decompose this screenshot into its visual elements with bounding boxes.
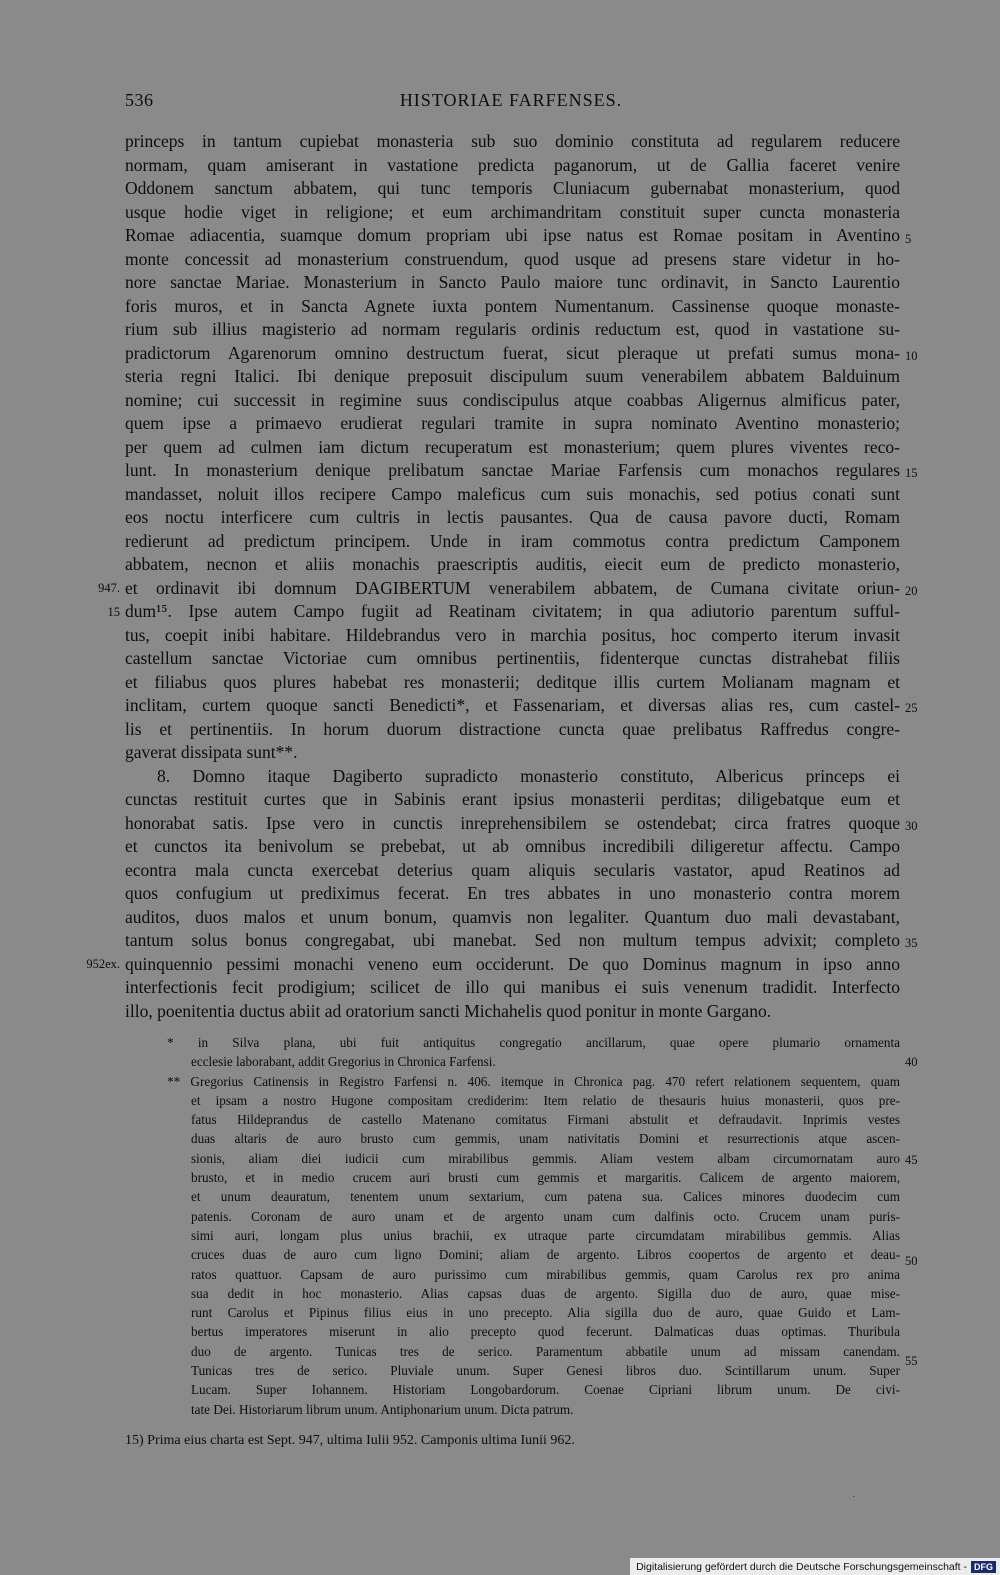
footnote-line: Lucam. Super Iohannem. Historiam Longobardorum. Coenae Cipriani librum unum. De civi- [191,1382,900,1398]
text-line: quem ipse a primaevo erudierat regulari tramite in supra nominato Aventino monasterio; [125,413,900,433]
text-line: rium sub illius magisterio ad normam regularis ordinis reductum est, quod in vastatione su- [125,319,900,339]
text-line: monte concessit ad monasterium construendum, quod usque ad presens stare videtur in ho- [125,248,900,269]
footnote-line: sionis, aliam diei iudicii cum mirabilibus gemmis. Aliam vestem albam circumornatam auro [191,1150,900,1166]
text-line: tantum solus bonus congregabat, ubi manebat. Sed non multum tempus advixit; completo [125,930,900,950]
footnote-line: duas altaris de auro brusto cum gemmis, unam nativitatis Domini et resurrectionis atque ascen- [191,1131,900,1147]
text-line: eos noctu interficere cum cultris in lectis pausantes. Qua de causa pavore ducti, Romam [125,507,900,527]
text-line: per quem ad culmen iam dictum recuperatum est monasterium; quem plures viventes reco- [125,436,900,457]
text-line: quinquennio pessimi monachi veneno eum occiderunt. De quo Dominus magnum in ipso anno [125,953,900,974]
footnote-line: brusto, et in medio crucem auri brusti cum gemmis et margaritis. Calicem de argento maiorem, [191,1170,900,1186]
footnote-line: ** Gregorius Catinensis in Registro Farfensi n. 406. itemque in Chronica pag. 470 refert relationem sequentem, quam [167,1073,900,1089]
text-line: castellum sanctae Victoriae cum omnibus pertinentiis, fidenterque cunctas distrahebat filiis [125,648,900,668]
footnote-line: et unum deauratum, tenentem unum sextarium, cum patena sua. Calices minores duodecim cum [191,1189,900,1205]
footnote-line-number: 45 [905,1153,918,1167]
footnote-line: ecclesie laborabant, addit Gregorius in Chronica Farfensi. [191,1054,496,1070]
text-line: pradictorum Agarenorum omnino destructum fuerat, sicut pleraque ut prefati sumus mona- [125,342,900,363]
text-line: abbatem, necnon et aliis monachis praescriptis auditis, eiecit eum de predicto monasterio, [125,554,900,574]
text-line: gaverat dissipata sunt**. [125,742,298,762]
footnote-line: ratos quattuor. Capsam de auro purissimo cum mirabilibus gemmis, quam Carolus rex pro anima [191,1266,900,1282]
text-line: econtra mala cuncta exercebat deterius quam aliquis secularis vastator, apud Reatinos ad [125,859,900,880]
footnote-line: cruces duas de auro cum ligno Domini; aliam de argento. Libros coopertos de argento et deau- [191,1247,900,1263]
page-header [125,90,897,116]
scan-speck: · [852,1492,856,1503]
footnote-15: 15) Prima eius charta est Sept. 947, ultima Iulii 952. Camponis ultima Iunii 962. [125,1433,575,1448]
text-line: et ordinavit ibi domnum DAGIBERTUM venerabilem abbatem, de Cumana civitate oriun- [125,577,900,598]
running-title: HISTORIAE FARFENSES. [399,90,623,110]
line-number: 30 [905,819,918,833]
text-line: inclitam, curtem quoque sancti Benedicti*, et Fassenariam, et diversas alias res, cum castel- [125,695,900,715]
footnote-line: Tunicas tres de serico. Pluviale unum. Super Genesi libros duo. Scintillarum unum. Super [191,1363,900,1379]
text-line: nore sanctae Mariae. Monasterium in Sancto Paulo maiore tunc ordinavit, in Sancto Laurentio [125,272,900,292]
footnotes [125,1033,900,1419]
credit-text: Digitalisierung gefördert durch die Deutsche Forschungsgemeinschaft - [636,1561,967,1573]
margin-note-year: 952ex. [86,957,120,971]
text-line: foris muros, et in Sancta Agnete iuxta pontem Numentanum. Cassinense quoque monaste- [125,295,900,316]
text-line: lis et pertinentiis. In horum duorum distractione cuncta quae prelibatus Raffredus congre- [125,718,900,739]
text-line: interfectionis fecit prodigium; scilicet de illo qui manibus ei suis venenum tradidit. Interfecto [125,977,900,997]
line-number: 20 [905,584,918,598]
footnote-line-number: 50 [905,1254,918,1268]
line-number: 10 [905,349,918,363]
text-line: dum¹⁵. Ipse autem Campo fugiit ad Reatinam civitatem; in qua adiutorio parentum sufful- [125,601,900,621]
footnote-line: bertus imperatores miserunt in alio precepto quod fecerunt. Dalmaticas duas optimas. Thuribula [191,1324,900,1340]
footnote-line: sua dedit in hoc monasterio. Alias capsas duas de argento. Sigilla duo de auro, quae mise- [191,1285,900,1301]
footnote-line: fatus Hildeprandus de castello Matenano comitatus Firmani abstulit et defraudavit. Inprimis vestes [191,1112,900,1128]
text-line: Oddonem sanctum abbatem, qui tunc temporis Cluniacum gubernabat monasterium, quod [125,178,900,198]
text-line: auditos, duos malos et unum bonum, quamvis non legaliter. Quantum duo mali devastabant, [125,906,900,927]
text-line: tus, coepit inibi habitare. Hildebrandus vero in marchia positus, hoc comperto iterum invasit [125,624,900,645]
dfg-logo-icon: DFG [971,1561,996,1573]
page-number: 536 [125,90,154,110]
margin-note-year: 947. [98,581,120,595]
text-line: lunt. In monasterium denique prelibatum sanctae Mariae Farfensis cum monachos regulares [125,460,900,480]
text-line: nomine; cui successit in regimine suus condiscipulus atque coabbas Aligernus almificus pater, [125,389,900,410]
text-line: princeps in tantum cupiebat monasteria sub suo dominio constituta ad regularem reducere [125,131,900,151]
line-number: 5 [905,232,912,246]
footnote-line-number: 55 [905,1354,918,1368]
main-text [125,130,900,1023]
text-line: cunctas restituit curtes que in Sabinis erant ipsius monasterii perditas; diligebatque eum et [125,789,900,809]
text-line: steria regni Italici. Ibi denique preposuit discipulum suum venerabilem abbatem Balduinum [125,366,900,386]
text-line: usque hodie viget in religione; et eum archimandritam constituit super cuncta monasteria [125,201,900,222]
text-line: et filiabus quos plures habebat res monasterii; deditque illis curtem Molianam magnam et [125,671,900,692]
footnote-line: et ipsam a nostro Hugone compositam crediderim: Item relatio de thesauris huius monasterii, quos pre- [191,1092,900,1108]
footnote-line: duo de argento. Tunicas tres de serico. Paramentum abbatile unum ad missam canendam. [191,1343,900,1359]
margin-note-footnote-ref: 15 [107,605,120,619]
digitization-credit [630,1558,1000,1575]
line-number: 15 [905,466,918,480]
footnote-line: runt Carolus et Pipinus filius eius in uno precepto. Alia sigilla duo de auro, quae Guido et Lam- [191,1305,900,1321]
footnote-line: patenis. Coronam de auro unam et de argento unam cum dalfinis octo. Crucem unam puris- [191,1208,900,1224]
text-line: et cunctos ita benivolum se prebebat, ut ab omnibus incredibili diligeretur affectu. Campo [125,836,900,856]
text-line: illo, poenitentia ductus abiit ad oratorium sancti Michahelis quod ponitur in monte Gargano. [125,1000,772,1021]
line-number: 25 [905,701,918,715]
text-line: Romae adiacentia, suamque domum propriam ubi ipse natus est Romae positam in Aventino [125,225,900,245]
text-line: honorabat satis. Ipse vero in cunctis inreprehensibilem se ostendebat; circa fratres quoque [125,812,900,833]
line-number: 35 [905,936,918,950]
text-line: 8. Domno itaque Dagiberto supradicto monasterio constituto, Albericus princeps ei [157,765,900,786]
footnote-line: * in Silva plana, ubi fuit antiquitus congregatio ancillarum, quae opere plumario ornamenta [167,1035,900,1050]
footnote-line-number: 40 [905,1055,918,1069]
footnote-line: simi auri, longam plus unius brachii, ex utraque parte circumdatam mirabilibus gemmis. Alias [191,1227,900,1243]
text-line: quos confugium ut prediximus fecerat. En tres abbates in uno monasterio contra morem [125,883,900,903]
text-line: mandasset, noluit illos recipere Campo maleficus cum suis monachis, sed potius conati sunt [125,483,900,504]
footnote-line: tate Dei. Historiarum librum unum. Antiphonarium unum. Dicta patrum. [191,1401,574,1417]
text-line: redierunt ad predictum principem. Unde in iram commotus contra predictum Camponem [125,530,900,551]
text-line: normam, quam amiserant in vastatione predicta paganorum, ut de Gallia faceret venire [125,154,900,175]
